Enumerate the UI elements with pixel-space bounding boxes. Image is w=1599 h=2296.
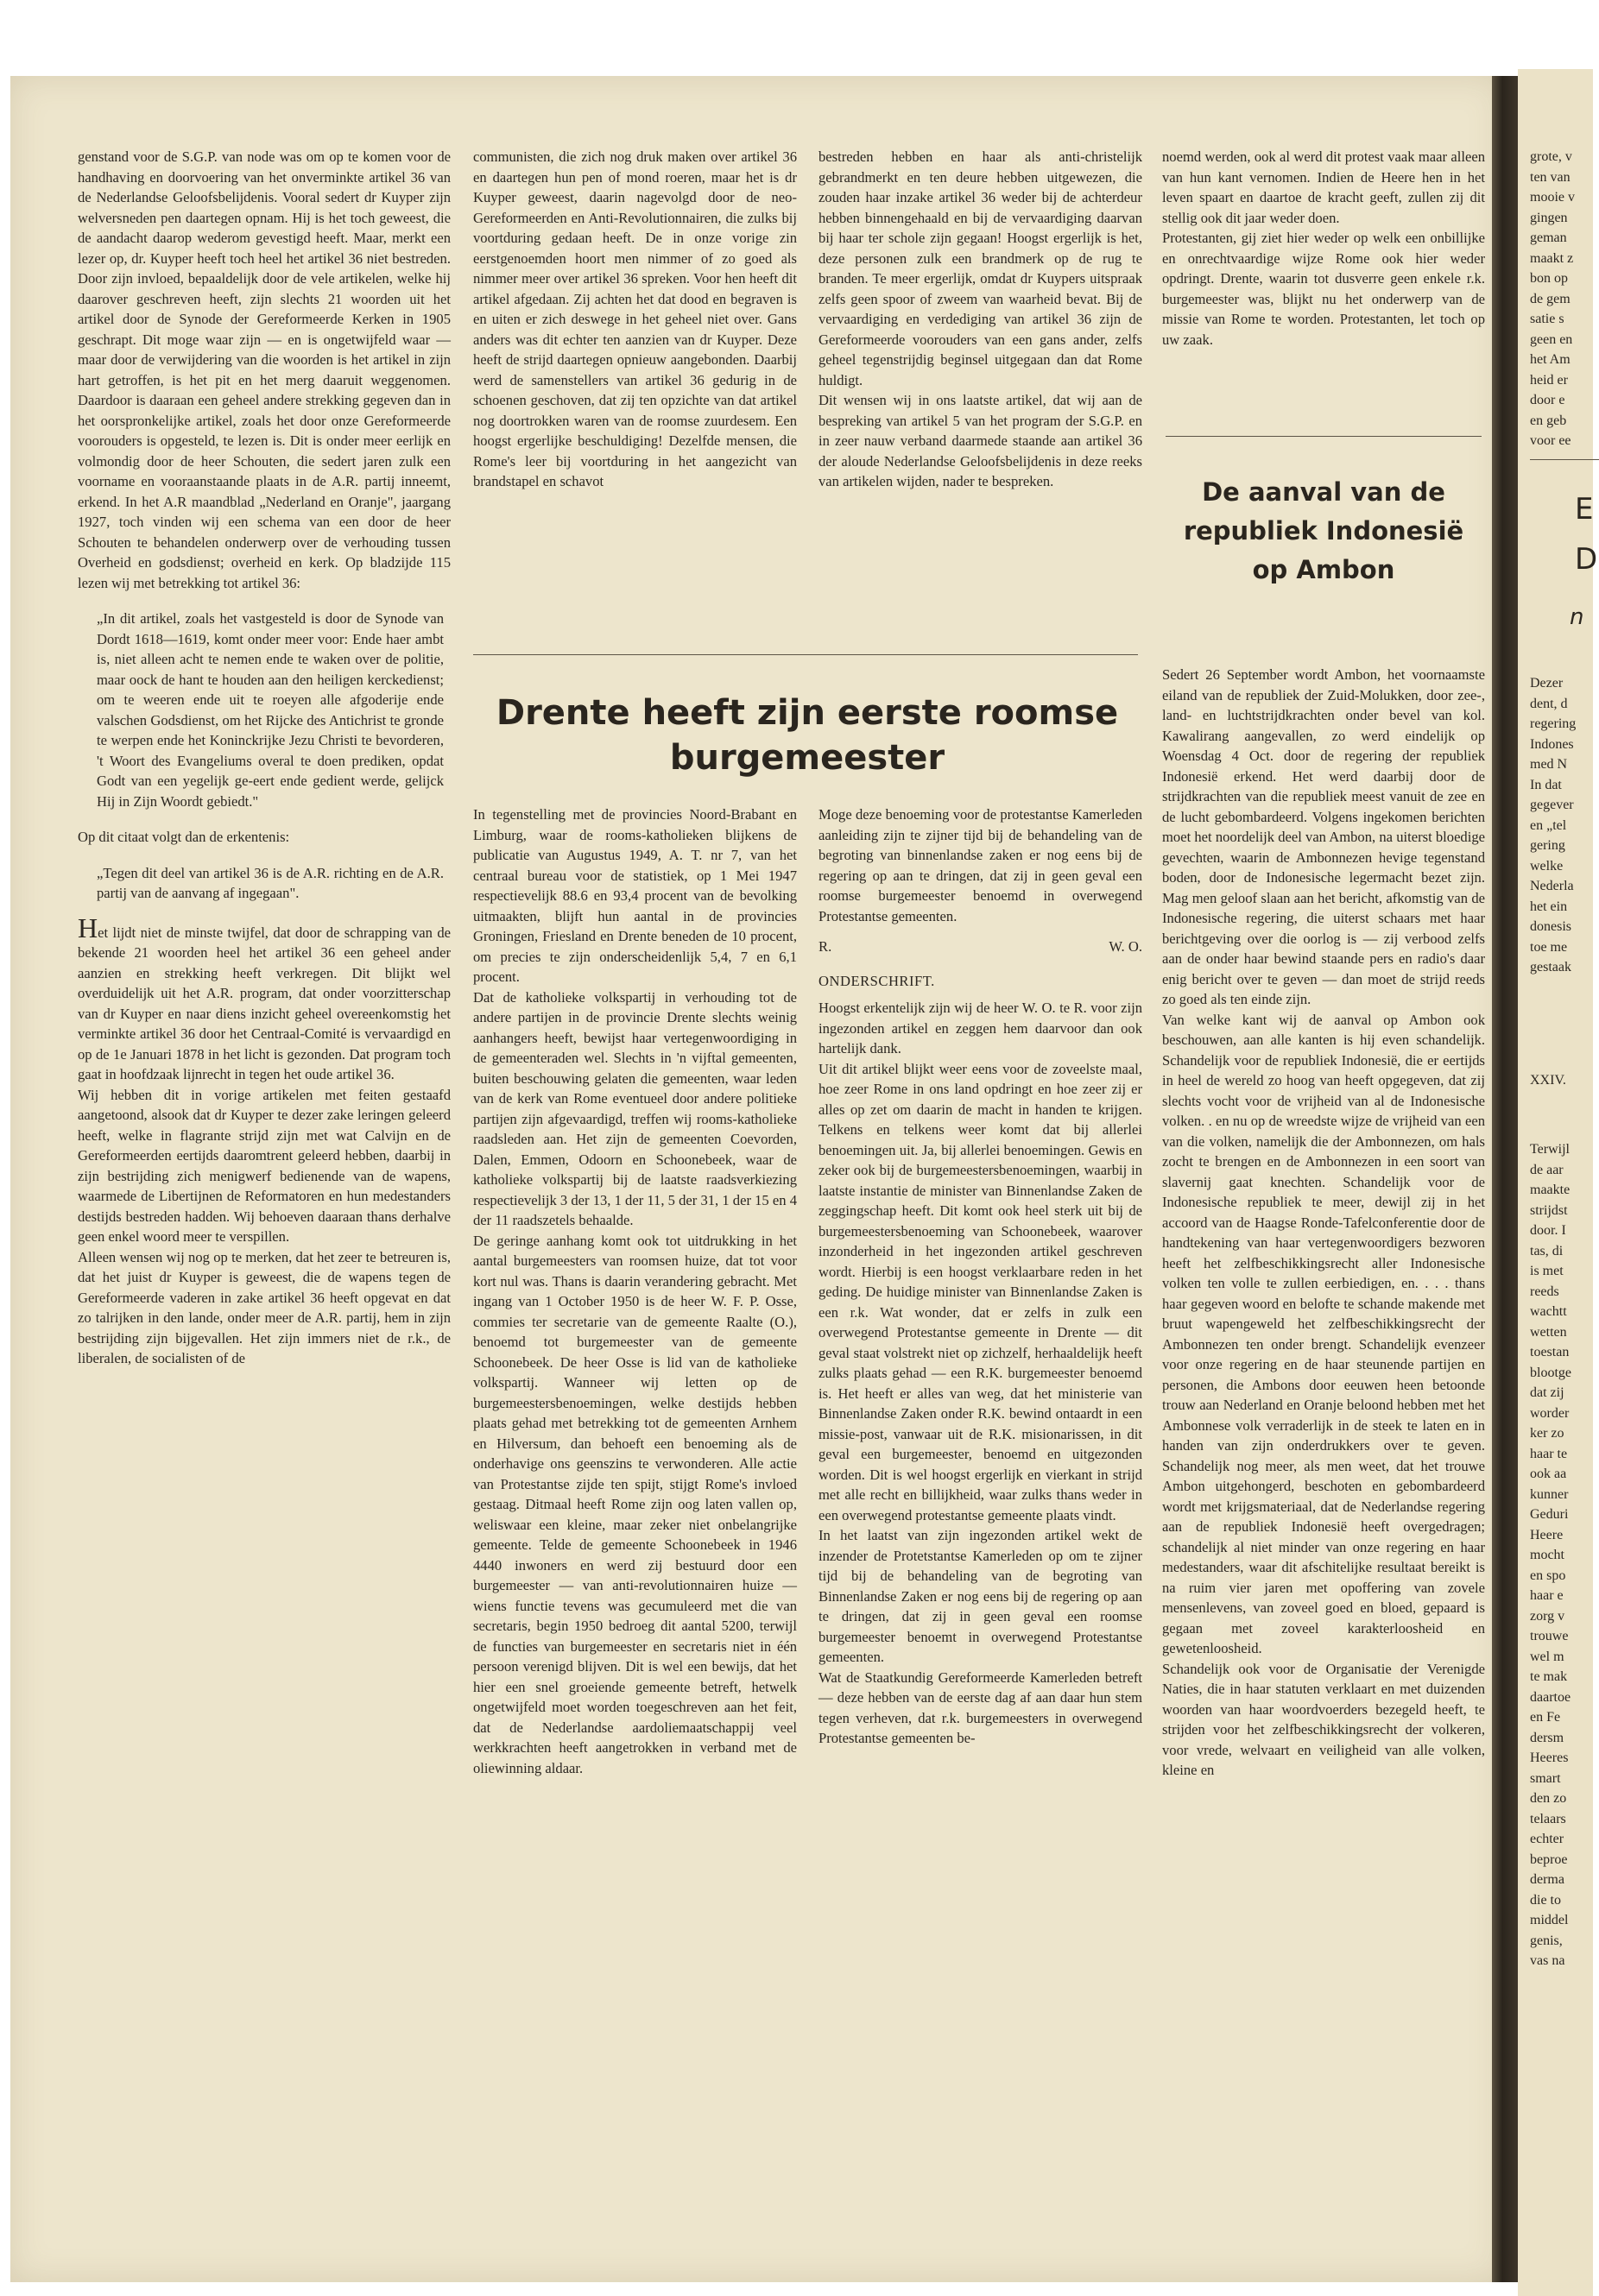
adjacent-page-line: smart (1530, 1770, 1561, 1786)
adjacent-page-line: trouwe (1530, 1629, 1569, 1643)
adjacent-page-line: regering (1530, 716, 1577, 731)
adjacent-page-line: donesis (1530, 919, 1571, 934)
adjacent-page-line: wetten (1530, 1324, 1567, 1340)
adjacent-page-line: de aar (1530, 1162, 1564, 1177)
adjacent-page-line: en geb (1530, 413, 1567, 428)
adjacent-page-line: Terwijl (1530, 1142, 1570, 1157)
adjacent-page-line: de gem (1530, 291, 1571, 306)
adjacent-page-line: dent, d (1530, 696, 1568, 711)
col2-paragraph-1: communisten, die zich nog druk maken over artikel 36 en daartegen hun pen of mond roeren, maar het is dr Kuyper geweest, daarin nagevolgd door de neo-Gereformeerden en Anti-Revolutionnairen, die zulks bij voortduring gedaan heeft. De in onze vorige zin eerstgenoemden hoort men nimmer of zo goed als nimmer meer over artikel 36 spreken. Voor hen heeft dit artikel afgedaan. Zij achten het dat dood en begraven is en uiten er zich deswege in het geheel niet over. Gans anders was dit echter ten aanzien van dr Kuyper. Deze heeft de strijd daartegen opnieuw aangebonden. Daarbij werd de samenstellers van artikel 36 gedurig in de schoenen geschoven, dat zij ten opzichte van dat artikel nog doortrokken waren van de roomse zuurdesem. Een hoogst ergerlijke beschuldiging! Dezelfde mensen, die Rome's leer bij voortduring in het aangezicht van brandstapel en schavot (473, 148, 797, 489)
adjacent-page-line: Geduri (1530, 1507, 1569, 1522)
adjacent-page-line: gestaak (1530, 960, 1571, 975)
column-2-top (473, 147, 797, 492)
drente-paragraph-2: Dat de katholieke volkspartij in verhouding tot de andere partijen in de provincie Drente slechts weinig aanhangers heeft, bewijst haar vertegenwoordiging in de gemeenteraden wel. Slechts in 'n vijftal gemeenten, buiten beschouwing gelaten die gemeenten, waar leden van de kerk van Rome eventueel door andere politieke partijen zijn afgevaardigd, treffen wij rooms-katholieke raadsleden aan. Het zijn de gemeenten Coevorden, Dalen, Emmen, Odoorn en Schoonebeek, waar de katholieke volkspartij bij de laatste raadsverkiezing respectievelijk 3 der 13, 1 der 11, 5 der 31, 1 der 15 en 4 der 11 raadszetels behaalde. (473, 988, 797, 1228)
drente-paragraph-1: In tegenstelling met de provincies Noord-Brabant en Limburg, waar de rooms-katholieken blijkens de publicatie van Augustus 1949, A. T. nr 7, van het centraal bureau voor de statistiek, op 1 Mei 1947 respectievelijk 88.6 en 93,4 procent van de bevolking uitmaakten, blijft hun aantal in de provincies Groningen, Friesland en Drente beneden de 10 procent, om precies te zijn onderscheidenlijk 5,4, 7 en 6,1 procent. (473, 806, 797, 985)
adjacent-page-line: te mak (1530, 1669, 1568, 1684)
adjacent-page-line: ten van (1530, 169, 1571, 185)
adjacent-page-strip (1518, 69, 1598, 2296)
adjacent-page-line: genis, (1530, 1933, 1563, 1948)
signature-place: R. (818, 938, 832, 955)
ambon-divider (1166, 436, 1482, 437)
adjacent-page-line: maakt z (1530, 250, 1574, 266)
col3-paragraph-1: bestreden hebben en haar als anti-christelijk gebrandmerkt en ten deure hebben uitgewezen, die zouden haar inzake artikel 36 weder bij de achterdeur hebben binnengehaald en bij de vervaardiging daarvan bij haar ter schole zijn gegaan! Hoogst ergerlijk is het, deze personen zulk een brandmerk op de rug te branden. Te meer ergerlijk, omdat dr Kuypers uitspraak zelfs geen spoor of zweem van waarheid bevat. Bij de vervaardiging en verdediging van artikel 36 zijn de Gereformeerde voorouders van een gans ander, zelfs geheel tegenstrijdig beginsel uitgegaan dan dat Rome huldigt. (818, 148, 1142, 388)
onderschrift-paragraph-3: In het laatst van zijn ingezonden artikel wekt de inzender de Protetstantse Kamerleden op om te zijner tijd bij de behandeling van de begroting van Binnenlandse Zaken er nog eens bij de regering op aan te dringen, dat zij in geen geval een roomse burgemeester benoemt in overwegend Protestantse gemeenten. (818, 1527, 1142, 1665)
adjacent-page-line: Indones (1530, 736, 1574, 752)
drop-cap: H (78, 911, 98, 943)
adjacent-page-line: mocht (1530, 1548, 1564, 1562)
adjacent-page-line: en „tel (1530, 817, 1567, 833)
drente-signature (818, 937, 1142, 957)
drente-column-a (473, 804, 797, 1778)
adjacent-page-line: zorg v (1530, 1608, 1565, 1624)
adjacent-page-line: blootge (1530, 1365, 1571, 1380)
adjacent-page-line: toe me (1530, 939, 1568, 955)
col1-paragraph-1: genstand voor de S.G.P. van node was om op te komen voor de handhaving en doorvoering van het onverminkte artikel 36 van de Nederlandse Geloofsbelijdenis. Vooral sedert dr Kuyper zijn welversneden pen daartegen opnam. Hij is het toch geweest, die de aandacht daarop wederom gevestigd heeft. Maar, merkt een lezer op, dr. Kuyper heeft toch heel het artikel 36 niet bestreden. Door zijn invloed, bepaaldelijk door de vele artikelen, welke hij daarover geschreven heeft, zijn slechts 21 woorden uit het artikel door de Synode der Gereformeerde Kerken in 1905 geschrapt. Dit moge waar zijn — en is ongetwijfeld waar — maar door de verwijdering van die woorden is het artikel in zijn hart getroffen, is het pit en het merg daaruit weggenomen. Daardoor is daaraan een geheel andere strekking gegeven dan in het oorspronkelijke artikel, zoals het door onze Gereformeerde voorouders is opgesteld, te lezen is. Dit is onder meer eerlijk en volmondig door de heer Schouten, die sedert jaren zulk een voorname en vooraanstaande plaats in de A.R. partij inneemt, erkend. In het A.R maandblad „Nederland en Oranje", jaargang 1927, toch vinden wij een schema van een door de heer Schouten te behandelen onderwerp over de verhouding tussen Overheid en godsdienst; overheid en kerk. Op bladzijde 115 lezen wij met betrekking tot artikel 36: (78, 148, 451, 591)
adjacent-heading-letter-2: D (1575, 542, 1598, 577)
col1-paragraph-5: Alleen wensen wij nog op te merken, dat het zeer te betreuren is, dat het juist dr Kuyper is geweest, die de wapens tegen de Gereformeerde vaderen in zake artikel 36 heeft opgevat en dat zo talrijken in den lande, onder meer de A.R. partij, hem in zijn bestrijding zijn bijgevallen. Het zijn immers niet de r.k., de liberalen, de socialisten of de (78, 1248, 451, 1366)
adjacent-page-line: worder (1530, 1405, 1570, 1421)
adjacent-page-line: den zo (1530, 1791, 1567, 1806)
onderschrift-heading: ONDERSCHRIFT. (818, 972, 935, 989)
column-3-top (818, 147, 1142, 492)
adjacent-page-line: wachtt (1530, 1304, 1567, 1319)
adjacent-page-line: ook aa (1530, 1467, 1567, 1481)
column-4-top (1162, 147, 1485, 350)
adjacent-page-line: beproe (1530, 1851, 1568, 1867)
adjacent-page-line: bon op (1530, 271, 1568, 286)
adjacent-page-line: tas, di (1530, 1243, 1564, 1258)
col4-paragraph-2: Protestanten, gij ziet hier weder op welk een onbillijke en onrechtvaardige wijze Rome ook hier weder opdringt. Drente, waarin tot dusverre geen enkele r.k. burgemeester was, blijkt nu het onderwerp van de missie van Rome te worden. Protestanten, let toch op uw zaak. (1162, 230, 1485, 348)
col1-paragraph-3: Het lijdt niet de minste twijfel, dat door de schrapping van de bekende 21 woorden heel het artikel 36 een geheel ander aanzien en strekking heeft verkregen. Dit blijkt wel overduidelijk uit het A.R. program, dat onder voorzitterschap van dr Kuyper en naar diens inzicht geheel overeenkomstig het verminkte artikel 36 door het Centraal-Comité is vervaardigd en op de 1e Januari 1878 in het licht is gezonden. Dat program toch gaat in hoofdzaak lijnrecht in tegen het oude artikel 36. (78, 911, 451, 1082)
onderschrift-paragraph-2: Uit dit artikel blijkt weer eens voor de zoveelste maal, hoe zeer Rome in ons land opdringt en hoe zeer zij er alles op zet om daarin de macht in handen te krijgen. Telkens en telkens weer komt dat bij allerlei benoemingen uit. Ja, bij allerlei benoemingen. Gewis en zeker ook bij de burgemeestersbenoemingen, waarbij in laatste instantie de minister van Binnenlandse Zaken de zeggingschap heeft. Dit komt ook heel sterk uit bij de burgemeestersbenoeming van Schoonebeek, waarover inzonderheid in het ingezonden artikel geschreven wordt. Hierbij is een hoogst verklaarbare reden in het geding. De huidige minister van Binnenlandse Zaken is een r.k. Wat wonder, dat er zelfs in zulk een overwegend Protestantse gemeente in Drente — dit geval staat volstrekt niet op zichzelf, herhaaldelijk heeft zulks plaats gehad — een R.K. burgemeester benoemd is. Het heeft er alles van weg, dat het ministerie van Binnenlandse Zaken onder R.K. bewind ontaardt in een missie-post, vanwaar uit de R.K. misionarissen, in dit geval een burgemeester, benoemd en uitgezonden worden. Dit is wel hoogst ergerlijk en vierkant in strijd met alle recht en billijkheid, waar zulks thans weder in een overwegend protestantse gemeente plaats vindt. (818, 1060, 1142, 1523)
col3-paragraph-2: Dit wensen wij in ons laatste artikel, dat wij aan de bespreking van artikel 5 van het program der S.G.P. en in zeer nauw verband daarmede staande aan artikel 36 der aloude Nederlandse Geloofsbelijdenis in deze reeks van artikelen wijden, nader te bespreken. (818, 392, 1142, 489)
adjacent-page-line: dat zij (1530, 1385, 1564, 1400)
adjacent-page-line: en Fe (1530, 1710, 1561, 1725)
drente-headline: Drente heeft zijn eerste roomse burgemeester (496, 693, 1119, 778)
adjacent-page-line: med N (1530, 757, 1568, 772)
col1-paragraph-2: Op dit citaat volgt dan de erkentenis: (78, 829, 290, 845)
adjacent-page-line: is met (1530, 1264, 1564, 1278)
adjacent-page-line: dersm (1530, 1730, 1564, 1745)
ambon-column (1162, 665, 1485, 1781)
ambon-headline: De aanval van de republiek Indonesië op Ambon (1183, 477, 1464, 584)
ambon-paragraph-3: Schandelijk ook voor de Organisatie der Verenigde Naties, die in haar statuten verklaart en met duizenden woorden van haar woordvoerders bezegeld heeft, te strijden voor het zelfbeschikkingsrecht der volkeren, voor vrede, welvaart en veiligheid van alle volken, kleine en (1162, 1660, 1485, 1778)
drente-paragraph-3: De geringe aanhang komt ook tot uitdrukking in het aantal burgemeesters van roomsen huize, dat tot voor kort nul was. Thans is daarin verandering gebracht. Met ingang van 1 October 1950 is de heer W. F. P. Osse, commies ter secretarie van de gemeente Raalte (O.), benoemd tot burgemeester van de gemeente Schoonebeek. De heer Osse is lid van de katholieke volkspartij. Wanneer wij letten op de burgemeestersbenoemingen, welke destijds hebben plaats gehad met betrekking tot de gemeenten Arnhem en Hilversum, dan behoeft een benoeming als de onderhavige ons geenszins te verwonderen. Alle actie van Protestantse zijde ten spijt, stijgt Rome's invloed gestaag. Ditmaal heeft Rome zijn oog laten vallen op, weliswaar een kleine, maar zeker niet onbelangrijke gemeente. Telde de gemeente Schoonebeek in 1946 4440 inwoners en werd zij bestuurd door een burgemeester — van anti-revolutionnairen huize — wiens functie tevens was gecumuleerd met die van secretaris, begin 1950 bedroeg dit aantal 5200, terwijl de functies van burgemeester en secretaris niet in één persoon verenigd blijven. Dit is wel een bewijs, dat het hier een snel groeiende gemeente betreft, hetwelk ongetwijfeld moet worden toegeschreven aan het feit, dat de Nederlandse aardoliemaatschappij veel werkkrachten heeft aangetrokken in verband met de oliewinning aldaar. (473, 1232, 797, 1776)
adjacent-page-line: het Am (1530, 352, 1571, 367)
adjacent-page-line: ker zo (1530, 1426, 1564, 1441)
signature-initials: W. O. (1109, 938, 1142, 955)
adjacent-page-line: heid er (1530, 372, 1568, 388)
adjacent-page-line: daartoe (1530, 1689, 1571, 1705)
adjacent-page-line: geen en (1530, 331, 1573, 347)
adjacent-page-line: Heere (1530, 1527, 1564, 1542)
ambon-paragraph-1: Sedert 26 September wordt Ambon, het voornaamste eiland van de republiek der Zuid-Molukken, door zee-, land- en luchtstrijdkrachten onder bevel van kol. Kawalirang aangevallen, zo werd eindelijk op Woensdag 4 Oct. door de regering der republiek Indonesië erkend. Het werd daarbij door de strijdkrachten van die republiek meest vanuit de zee en de lucht gebombardeerd. Volgens ingekomen berichten moet het noordelijk deel van Ambon, na uiterst bloedige gevechten, waarin de Ambonnezen hevige tegenstand boden, door de Indonesische legermacht bezet zijn. Mag men geloof slaan aan het bericht, afkomstig van de Indonesische regering, die uiterst schaars met haar berichtgeving over die oorlog is — zij verbood zelfs aan de onder haar bewind staande pers en radio's daar enig bericht over te geven — dan moet de strijd reeds zo goed als ten einde zijn. (1162, 666, 1485, 1007)
drente-column-b (818, 804, 1142, 1749)
adjacent-page-line: gering (1530, 838, 1565, 853)
adjacent-page-line: die to (1530, 1892, 1561, 1908)
adjacent-page-line: reeds (1530, 1284, 1559, 1299)
adjacent-page-line: welke (1530, 858, 1564, 874)
adjacent-page-line: telaars (1530, 1811, 1566, 1826)
col1-quote-1: „In dit artikel, zoals het vastgesteld is door de Synode van Dordt 1618—1619, komt onder meer voor: Ende haer ambt is, niet alleen acht te nemen ende te waken over de politie, maar oock de hant te houden aan den heiligen kerckedienst; om te weeren ende uit te roeyen alle afgoderije ende valschen Godsdienst, om het Rijcke des Antichrist te gronde te werpen ende het Koninckrijke Jezu Christi te bevorderen, 't Woort des Evangeliums overal te doen prediken, opdat Godt van een yegelijk ge-eert ende gedient werde, gelijck Hij in Zijn Woordt gebiedt." (97, 610, 444, 810)
adjacent-page-line: toestan (1530, 1345, 1570, 1359)
adjacent-page-line: Heeres (1530, 1750, 1569, 1765)
adjacent-page-line: gegever (1530, 798, 1574, 812)
onderschrift-paragraph-1: Hoogst erkentelijk zijn wij de heer W. O. te R. voor zijn ingezonden artikel en zeggen hem daarvoor dan ook hartelijk dank. (818, 1000, 1142, 1057)
adjacent-page-rule (1530, 459, 1599, 460)
adjacent-page-line: wel m (1530, 1649, 1564, 1664)
column-1 (78, 147, 451, 1369)
adjacent-page-line: strijdst (1530, 1202, 1568, 1218)
article-divider (473, 654, 1138, 655)
adjacent-page-line: In dat (1530, 777, 1562, 792)
adjacent-page-line: haar e (1530, 1588, 1564, 1603)
page-fold-gutter (1492, 76, 1518, 2282)
adjacent-page-line: het ein (1530, 899, 1568, 914)
col1-quote-2: „Tegen dit deel van artikel 36 is de A.R. richting en de A.R. partij van de aanvang af ingegaan". (97, 864, 444, 901)
adjacent-page-line: mooie v (1530, 190, 1575, 205)
adjacent-page-line: en spo (1530, 1567, 1566, 1583)
adjacent-page-line: haar te (1530, 1446, 1568, 1461)
adjacent-heading-letter-1: E (1575, 492, 1594, 527)
adjacent-page-line: door. I (1530, 1223, 1566, 1238)
adjacent-page-line: voor ee (1530, 433, 1571, 448)
adjacent-page-line: echter (1530, 1832, 1564, 1846)
adjacent-page-line: Dezer (1530, 676, 1564, 691)
drente-paragraph-4: Moge deze benoeming voor de protestantse Kamerleden aanleiding zijn te zijner tijd bij de behandeling van de begroting van binnenlandse zaken er nog eens bij de regering op aan te dringen, dat zij in geen geval een roomse burgemeester benoemd in overwegend Protestantse gemeenten. (818, 806, 1142, 924)
adjacent-page-line: grote, v (1530, 149, 1572, 164)
adjacent-page-line: door e (1530, 393, 1565, 407)
adjacent-page-line: gingen (1530, 210, 1568, 225)
adjacent-page-line: Nederla (1530, 879, 1574, 893)
adjacent-roman-numeral: XXIV. (1530, 1073, 1566, 1088)
col4-paragraph-1: noemd werden, ook al werd dit protest vaak maar alleen van hun kant vernomen. Indien de Heere hen in het leven spaart en daartoe de kracht geeft, zullen zij dit stellig ook dit jaar weder doen. (1162, 148, 1485, 226)
adjacent-heading-letter-3: n (1570, 604, 1584, 630)
adjacent-page-line: geman (1530, 230, 1567, 245)
adjacent-page-line: maakte (1530, 1183, 1571, 1197)
ambon-paragraph-2: Van welke kant wij de aanval op Ambon ook beschouwen, aan alle kanten is hij even schandelijk. Schandelijk voor de republiek Indonesië, die er eertijds in heel de wereld zo hoog van heeft opgegeven, dat zij slechts vocht voor de vrijheid van al de Indonesische volken. . en nu op de wreedste wijze de vrijheid van een van die volken, namelijk die der Ambonnezen, om hals zocht te brengen en de Ambonnezen in een soort van slavernij gaat knechten. Schandelijk voor de Indonesische republiek te meer, dewijl zij in het accoord van de Haagse Ronde-Tafelconferentie door de handtekening van haar vertegenwoordigers bezworen heeft het zelfbeschikkingsrecht aller Indonesische volken ten volle te zullen eerbiedigen, en. . . . thans haar gegeven woord en belofte te schande makende met bruut wapengeweld het zelfbeschikkingsrecht der Ambonnezen ten onder brengt. Schandelijk evenzeer voor onze regering en de haar steunende partijen en personen, die Ambons door eeuwen heen betoonde trouw aan Nederland en Oranje beloond hebben met het Ambonnese volk verraderlijk in de steek te laten en in handen van zijn onderdrukkers over te geven. Schandelijk nog meer, als men weet, dat het trouwe Ambon uitgehongerd, beschoten en gebombardeerd wordt met krijgsmateriaal, dat de Nederlandse regering aan de republiek Indonesië heeft overgedragen; schandelijk al niet minder van onze regering en haar medestanders, waar dit afschitelijke resultaat bereikt is na ruim vier jaren met opoffering van zovele mensenlevens, van zoveel goed en bloed, gepaard is gegaan met zoveel karakterloosheid en gewetenloosheid. (1162, 1011, 1485, 1656)
adjacent-page-line: vas na (1530, 1953, 1565, 1968)
adjacent-page-line: derma (1530, 1872, 1564, 1887)
adjacent-page-line: satie s (1530, 312, 1564, 326)
onderschrift-paragraph-4: Wat de Staatkundig Gereformeerde Kamerleden betreft — deze hebben van de eerste dag af aan daar hun stem tegen verheven, dat r.k. burgemeesters in overwegend Protestantse gemeenten be- (818, 1668, 1142, 1746)
col1-paragraph-4: Wij hebben dit in vorige artikelen met feiten gestaafd aangetoond, alsook dat dr Kuyper te dezer zake leringen geleerd heeft, welke in flagrante strijd zijn met wat Calvijn en de Gereformeerden eertijds daaromtrent geleerd hebben, daarbij in zijn bestrijding zich menigwerf bedienende van de wapens, waarmede de Libertijnen de Reformatoren en hun medestanders destijds bestreden hadden. Wij behoeven daaraan thans derhalve geen enkel woord meer te verspillen. (78, 1086, 451, 1245)
adjacent-page-line: kunner (1530, 1486, 1569, 1502)
adjacent-page-line: middel (1530, 1913, 1569, 1927)
